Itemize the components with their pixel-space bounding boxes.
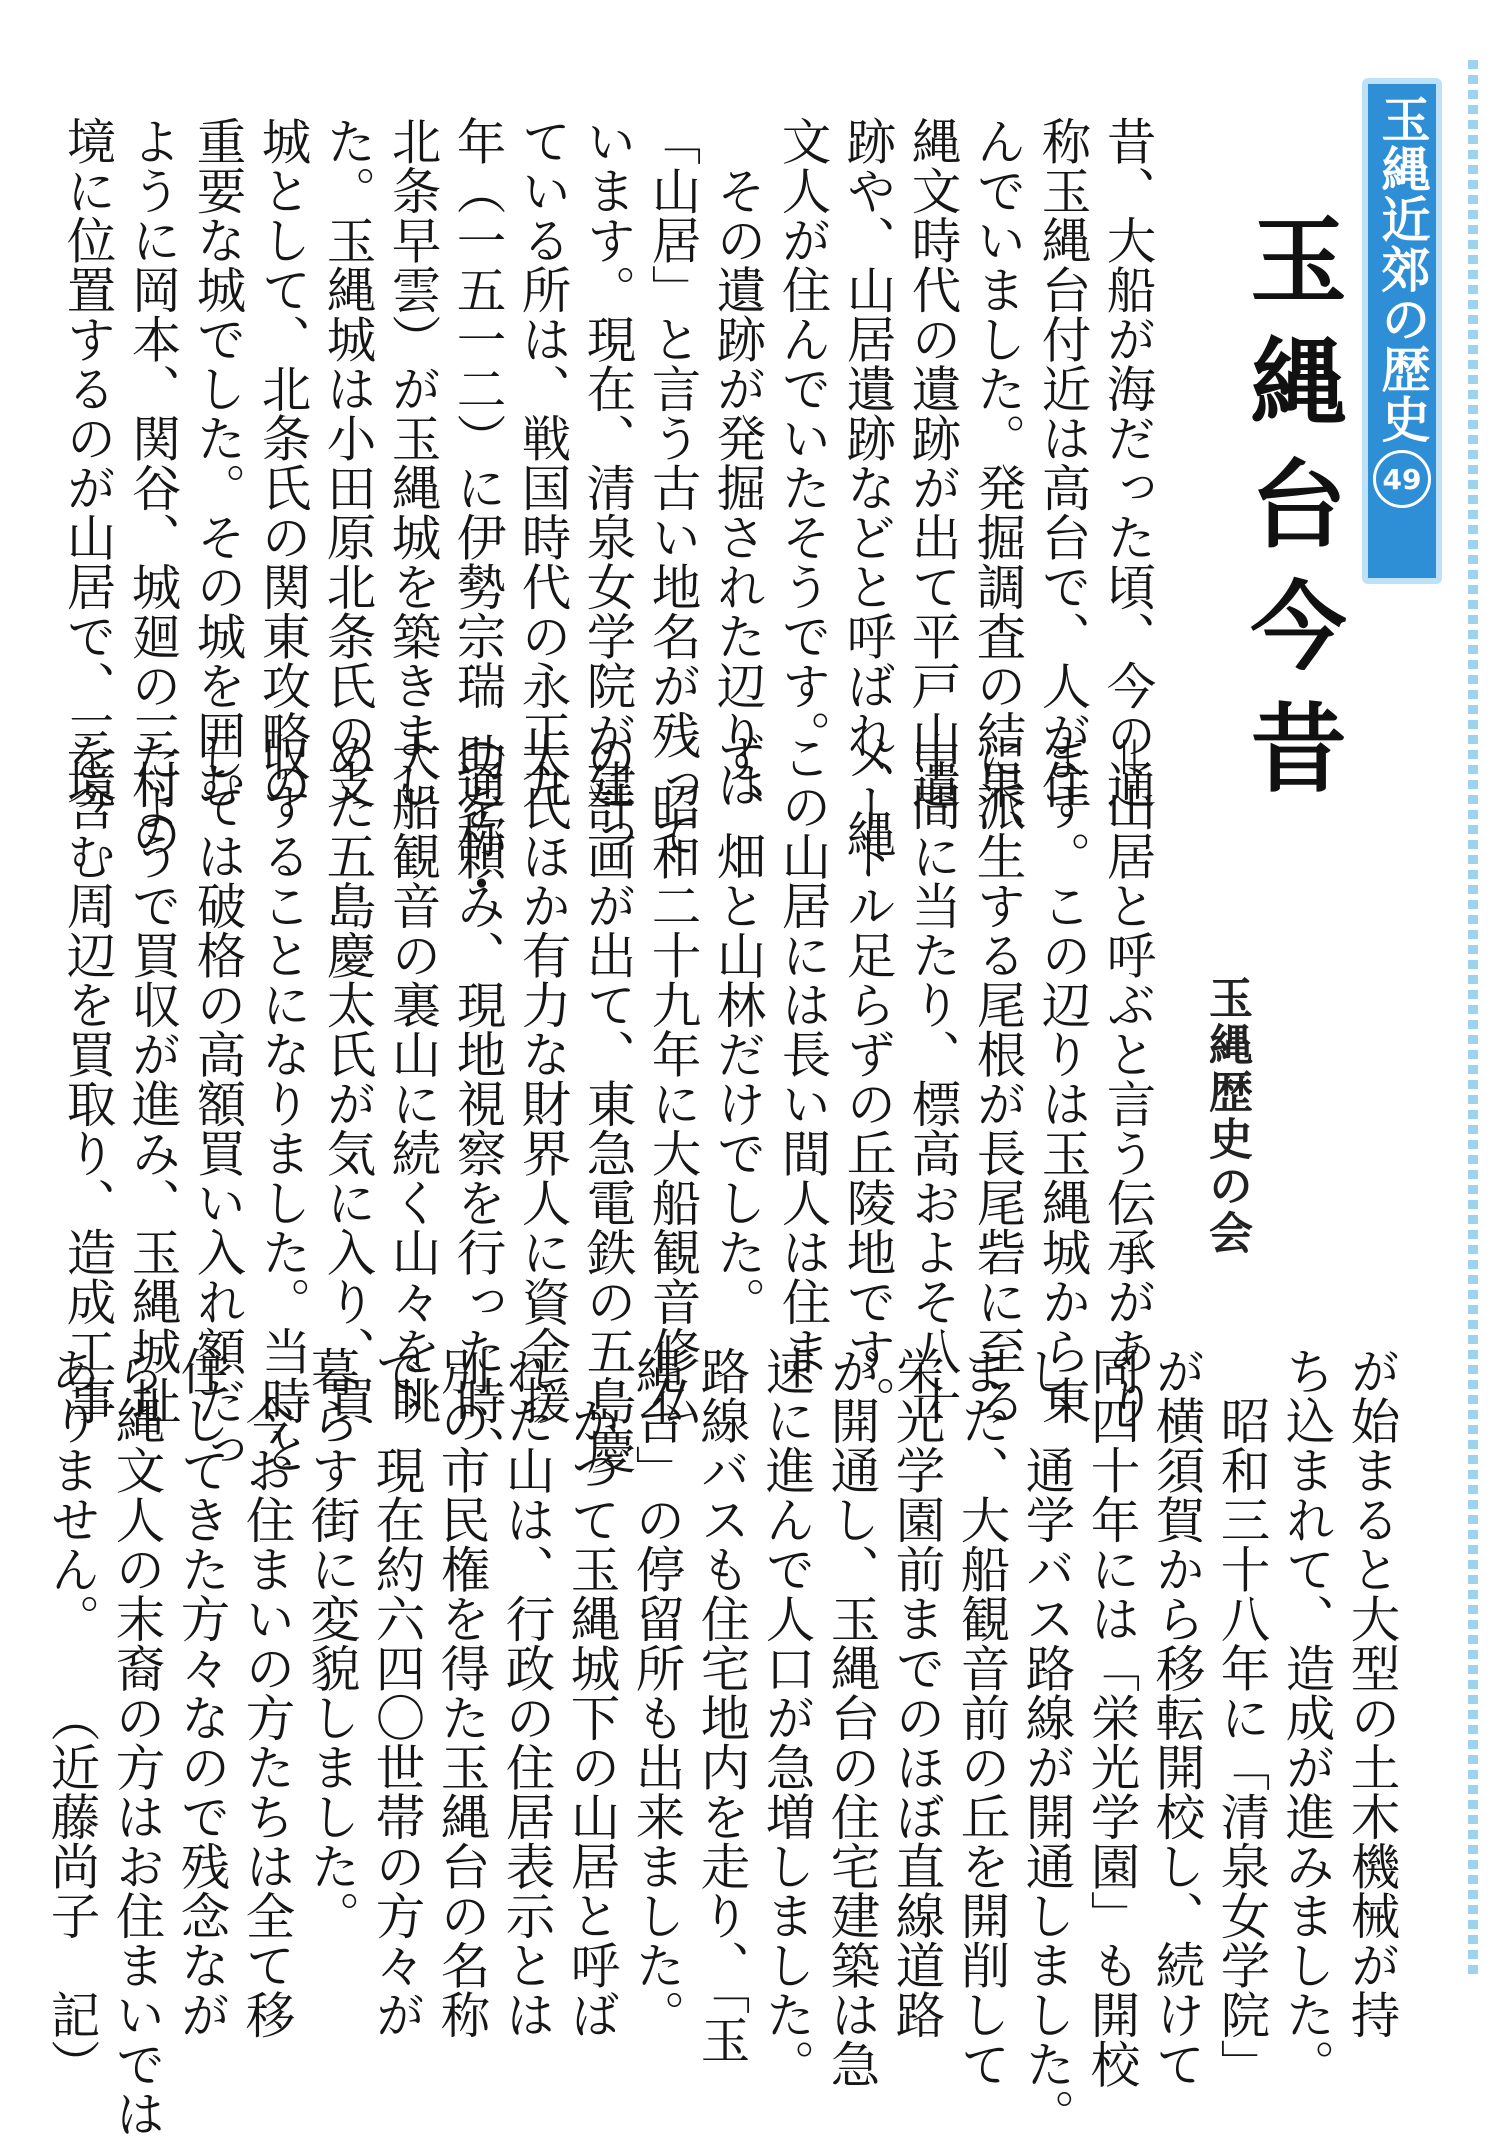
article-body-block-1: 昔、大船が海だった頃、今の通 称玉縄台付近は高台で、人が住 んでいました。発掘調査の結果、 縄文時代の遺跡が出て平戸山遺 跡や、山居遺跡などと呼ばれ、縄 文人が住んでいたそうです。 その遺跡が発掘された辺りは 「山居」と言う古い地名が残って います。現在、清泉女学院が建っ ている所は、戦国時代の永正九 年（一五一二）に伊勢宗瑞（通称・ 北条早雲）が玉縄城を築きまし た。玉縄城は小田原北条氏の支 城として、北条氏の関東攻略の 重要な城でした。その城を囲む ように岡本、関谷、城廻の三村の 境に位置するのが山居で、三境 <box>59 116 1157 908</box>
article-title: 玉縄台今昔 <box>1235 210 1348 820</box>
article-author: 玉縄歴史の会 <box>1201 975 1252 1257</box>
article-body-block-2: ＝山居と呼ぶと言う伝承があり ます。この辺りは玉縄城から東 に派生する尾根が長尾砦に至る 中間に当たり、標高およそ八十 メートル足らずの丘陵地です。 この山居には長い間人は住ま ず、畑と山林だけでした。 昭和二十九年に大船観音修仏 の計画が出て、東急電鉄の五島慶 太氏ほか有力な財界人に資金援 助を頼み、現地視察を行った時、 大船観音の裏山に続く山々を眺 めた五島慶太氏が気に入り、買 収することになりました。当時と しては破格の高額買い入れ額だっ たようで買収が進み、玉縄城址 を含む周辺を買取り、造成工事 <box>59 732 1157 1475</box>
series-title: 玉縄近郊の歴史 <box>1374 94 1431 444</box>
article-body-block-3: が始まると大型の土木機械が持 ち込まれて、造成が進みました。 昭和三十八年に「清泉女学院」 が横須賀から移転開校し、続けて 同四十年には「栄光学園」も開校 し、通学バス路線が開通しました。 また、大船観音前の丘を開削して 栄光学園前までのほぼ直線道路 が開通し、玉縄台の住宅建築は急 速に進んで人口が急増しました。 路線バスも住宅地内を走り、「玉 縄台」の停留所も出来ました。 かつて玉縄城下の山居と呼ば れた山は、行政の住居表示とは 別の市民権を得た玉縄台の名称 で、現在約六四〇世帯の方々が 暮らす街に変貌しました。 今お住まいの方たちは全て移 住してきた方々なので残念なが ら縄文人の末裔の方はお住まいでは ありません。 （近藤尚子 記） <box>43 1346 1401 2138</box>
page-edge-stripe <box>1468 60 1478 1980</box>
series-banner <box>1362 78 1442 584</box>
series-number-badge: 49 <box>1373 450 1431 508</box>
